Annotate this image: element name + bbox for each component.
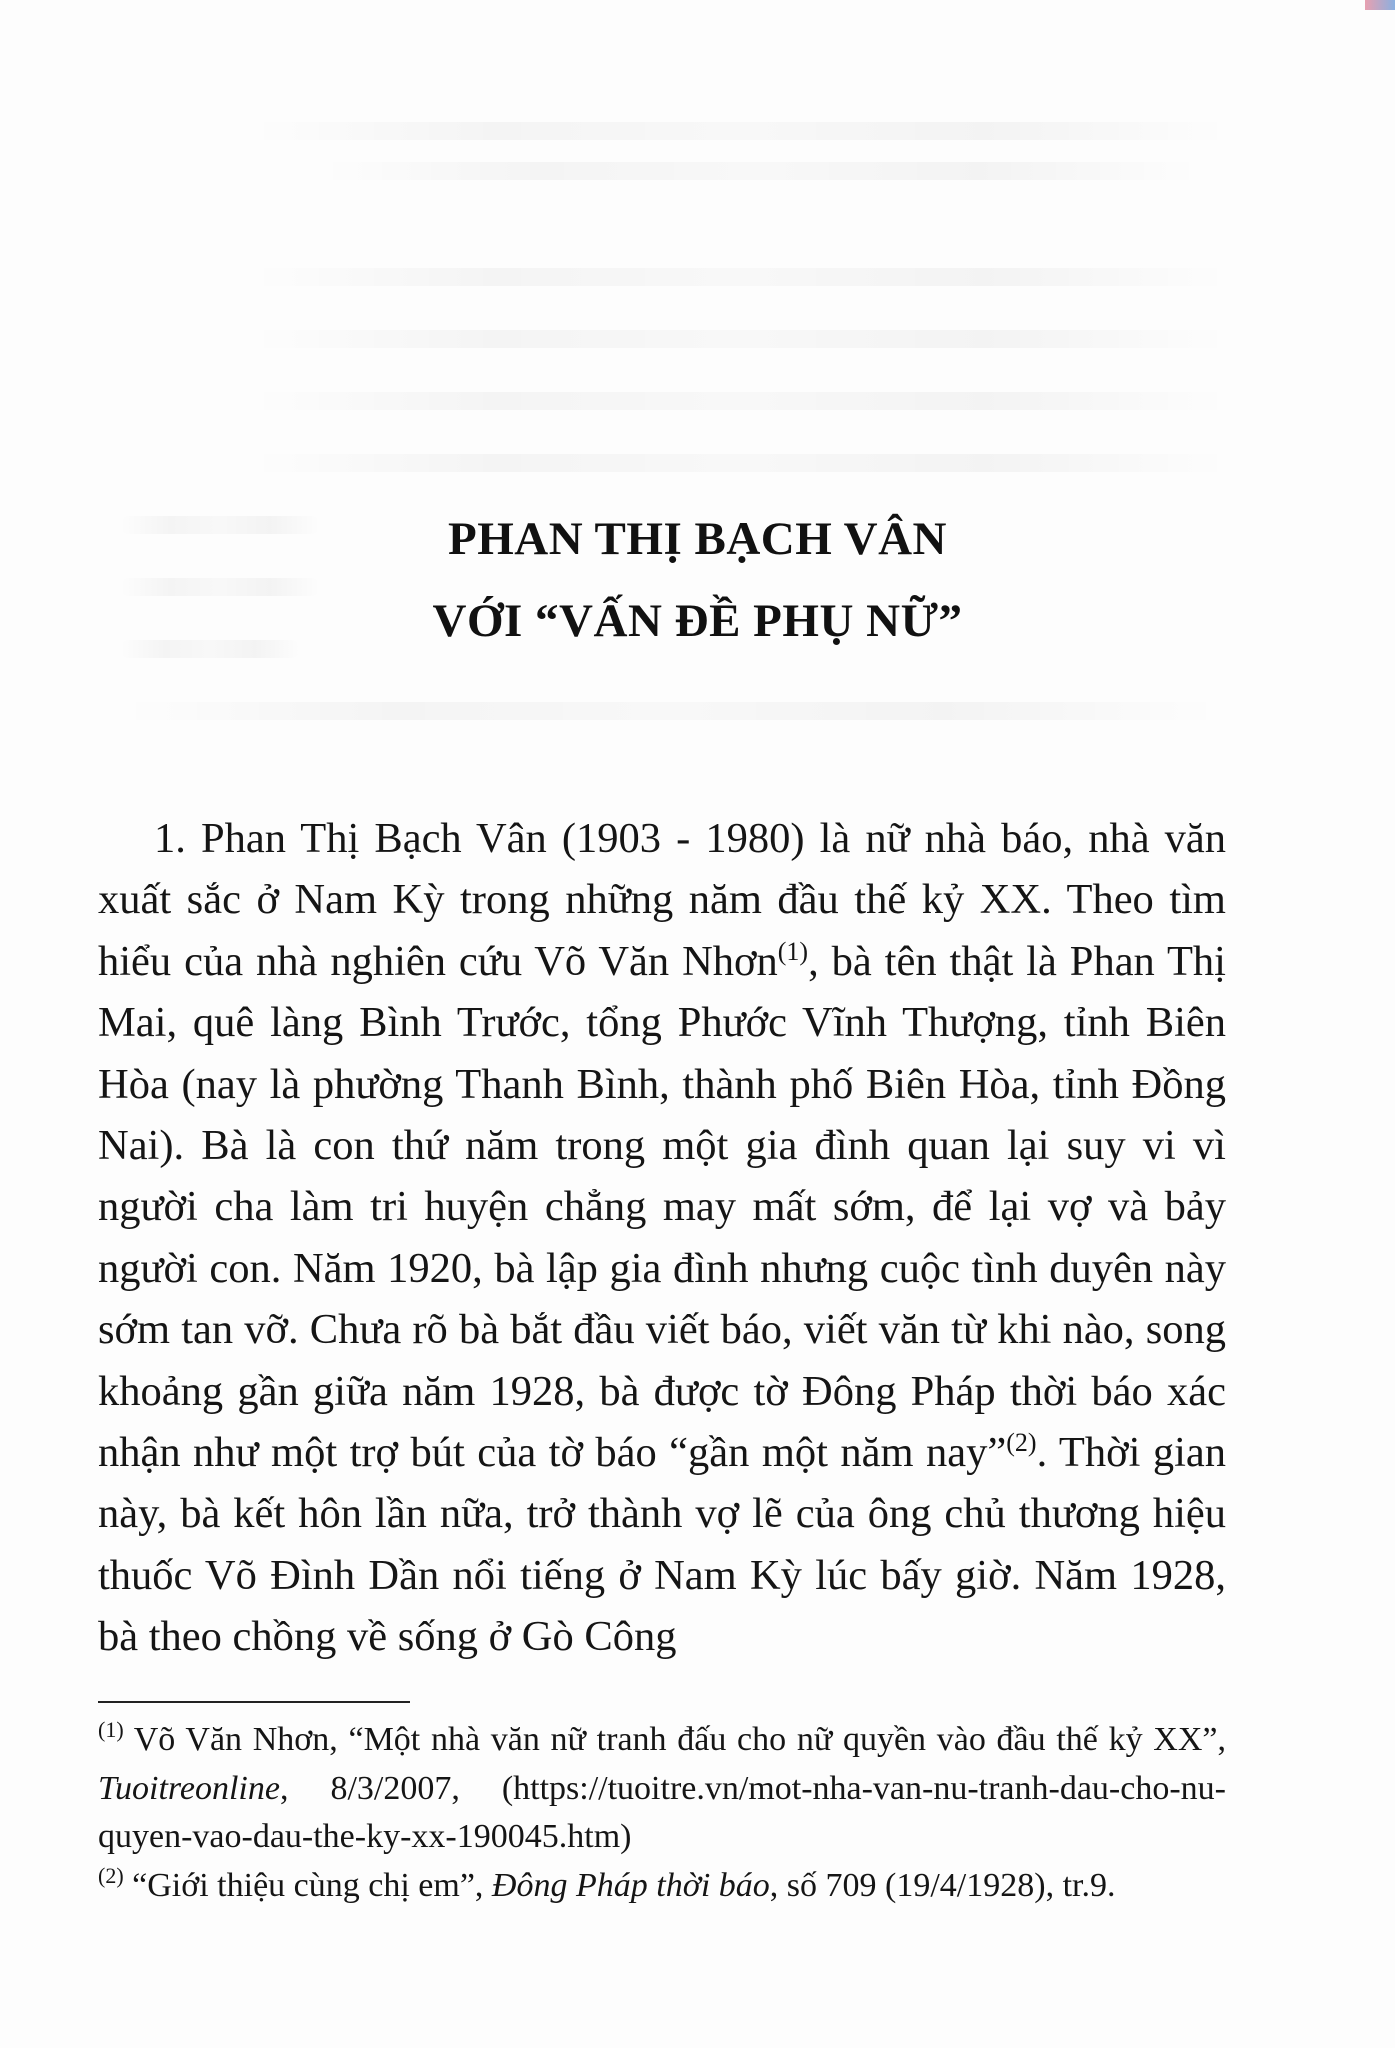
footnote-1-source: Tuoitreonline bbox=[98, 1769, 280, 1807]
show-through-line bbox=[320, 162, 1200, 180]
scan-edge-mark bbox=[1365, 0, 1395, 10]
footnote-1-text-b: , 8/3/2007, (https://tuoitre.vn/mot-nha-van-nu-tranh-dau-cho-nu-quyen-vao-dau-the-ky-xx-190045.htm) bbox=[98, 1769, 1226, 1855]
footnote-2-source: Đông Pháp thời báo bbox=[491, 1866, 770, 1904]
footnote-2 bbox=[98, 1862, 1226, 1911]
footnote-divider bbox=[98, 1701, 410, 1703]
footnote-1-text-a: Võ Văn Nhơn, “Một nhà văn nữ tranh đấu cho nữ quyền vào đầu thế kỷ XX”, bbox=[123, 1721, 1226, 1758]
body-text-part-1: 1. Phan Thị Bạch Vân (1903 - 1980) là nữ nhà báo, nhà văn xuất sắc ở Nam Kỳ trong những năm đầu thế kỷ XX. Theo tìm hiểu của nhà nghiên cứu Võ Văn Nhơn bbox=[98, 815, 1226, 985]
footnote-1 bbox=[98, 1716, 1226, 1862]
show-through-line bbox=[250, 330, 1230, 348]
footnotes bbox=[98, 1716, 1226, 1910]
footnote-2-mark: (2) bbox=[98, 1862, 124, 1888]
footnote-ref-2[interactable]: (2) bbox=[1006, 1428, 1037, 1458]
footnote-2-text-a: “Giới thiệu cùng chị em”, bbox=[123, 1866, 492, 1904]
body-paragraph bbox=[98, 808, 1226, 1668]
footnote-ref-1[interactable]: (1) bbox=[777, 936, 809, 966]
footnote-2-text-b: , số 709 (19/4/1928), tr.9. bbox=[769, 1866, 1116, 1904]
show-through-line bbox=[120, 702, 1220, 720]
show-through-line bbox=[250, 268, 1230, 286]
show-through-line bbox=[250, 392, 1230, 410]
show-through-line bbox=[250, 122, 1230, 140]
chapter-title-line-1: PHAN THỊ BẠCH VÂN bbox=[447, 513, 948, 565]
body-text-part-3: . Thời gian này, bà kết hôn lần nữa, trở thành vợ lẽ của ông chủ thương hiệu thuốc Võ Đình Dần nổi tiếng ở Nam Kỳ lúc bấy giờ. Năm 1928, bà theo chồng về sống ở Gò Công bbox=[98, 1429, 1226, 1661]
footnote-1-mark: (1) bbox=[98, 1717, 124, 1742]
show-through-line bbox=[250, 454, 1230, 472]
chapter-title-line-2: VỚI “VẤN ĐỀ PHỤ NỮ” bbox=[432, 595, 963, 647]
body-text-part-2: , bà tên thật là Phan Thị Mai, quê làng Bình Trước, tổng Phước Vĩnh Thượng, tỉnh Biên Hòa (nay là phường Thanh Bình, thành phố Biên Hòa, tỉnh Đồng Nai). Bà là con thứ năm trong một gia đình quan lại suy vi vì người cha làm tri huyện chẳng may mất sớm, để lại vợ và bảy người con. Năm 1920, bà lập gia đình nhưng cuộc tình duyên này sớm tan vỡ. Chưa rõ bà bắt đầu viết báo, viết văn từ khi nào, song khoảng gần giữa năm 1928, bà được tờ Đông Pháp thời báo xác nhận như một trợ bút của tờ báo “gần một năm nay” bbox=[98, 937, 1226, 1477]
